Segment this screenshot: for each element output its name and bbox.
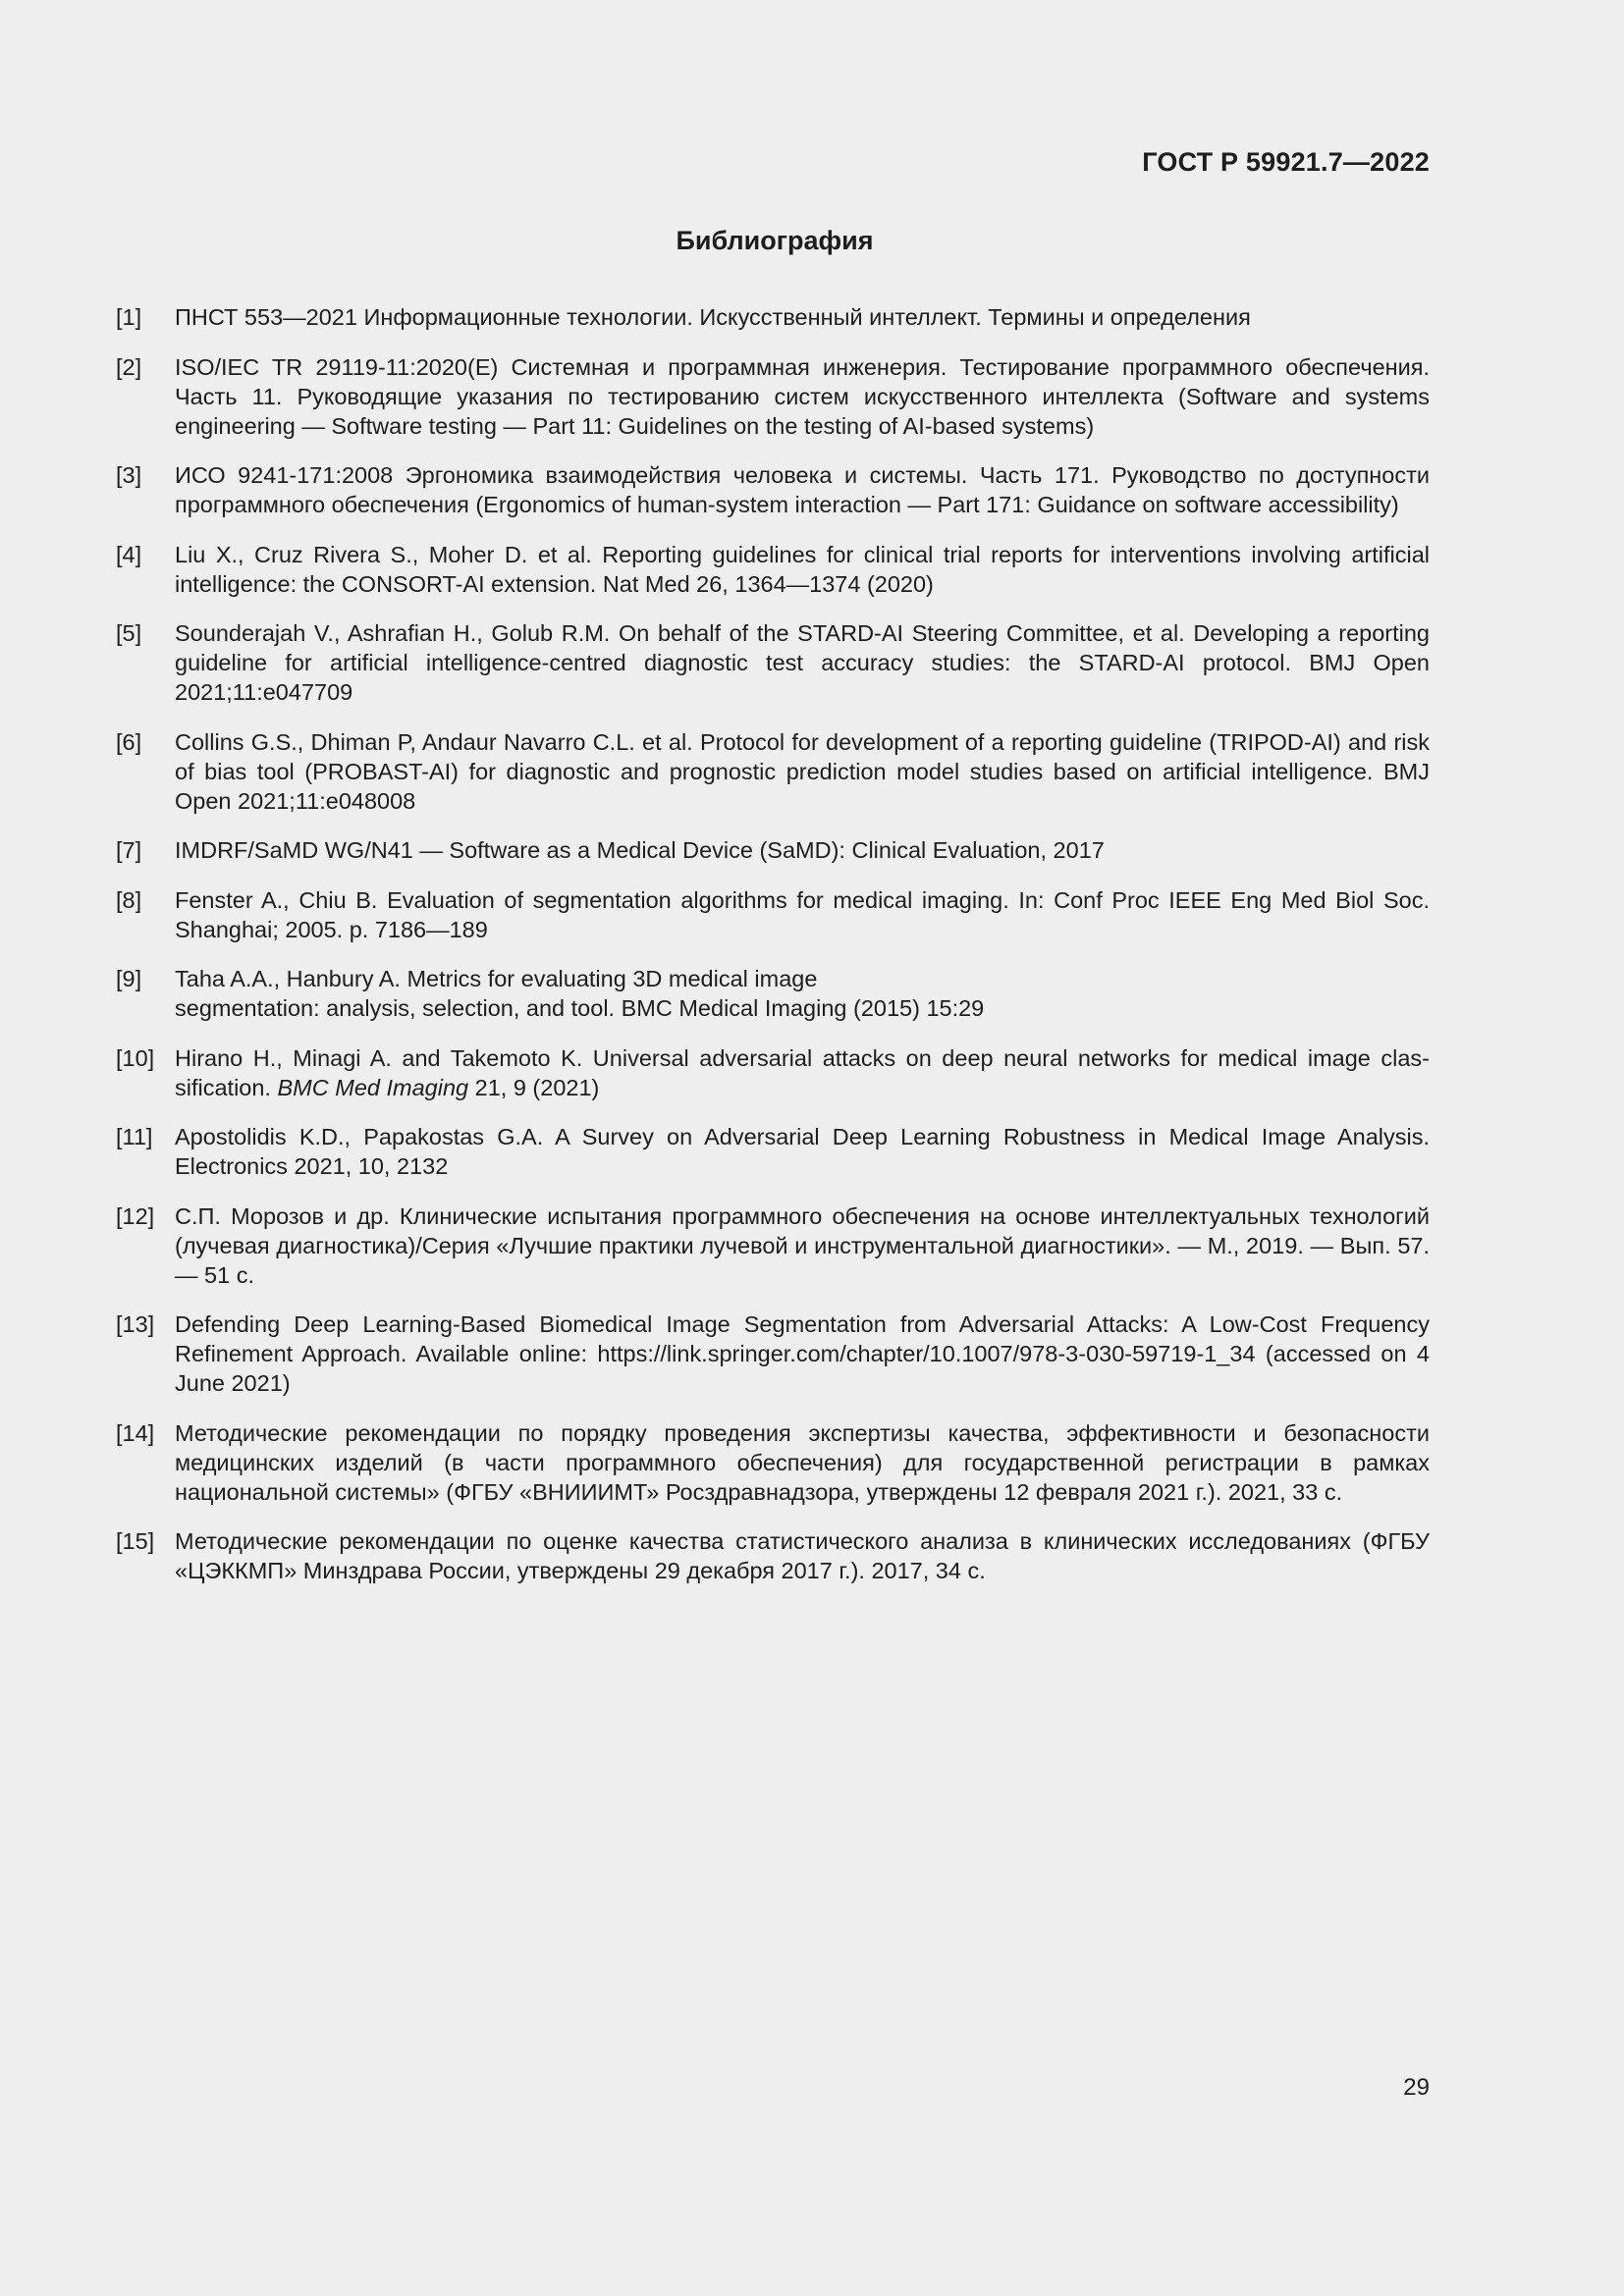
reference-number: [12] (116, 1202, 155, 1229)
reference-number: [9] (116, 966, 142, 991)
reference-number: [4] (116, 541, 142, 567)
bibliography-item (116, 540, 1430, 599)
reference-text: Liu X., Cruz Rivera S., Moher D. et al. Reporting guidelines for clinical trial reports for interventions involving artificial intelligence: the CONSORT-AI extension. Nat Med 26, 1364—1374 (2020) (175, 541, 1430, 597)
reference-number: [10] (116, 1044, 155, 1071)
section-title: Библиография (676, 226, 874, 255)
reference-text (175, 964, 1430, 1023)
reference-text-part: Hirano H., Minagi A. and Takemoto K. Universal adversarial attacks on deep neural networks for medical image classification. (175, 1044, 1430, 1100)
reference-text: Sounderajah V., Ashrafian H., Golub R.M. On behalf of the STARD-AI Steering Committee, et al. Developing a reporting guideline for artificial intelligence-centred diagnostic test accuracy studies: the STARD-AI protocol. BMJ Open 2021;11:e047709 (175, 620, 1430, 705)
reference-text-line: Taha A.A., Hanbury A. Metrics for evaluating 3D medical image (175, 966, 818, 991)
bibliography-item (116, 460, 1430, 519)
reference-text: ISO/IEC TR 29119-11:2020(E) Системная и программная инженерия. Тестирование программного обеспечения. Часть 11. Руководящие указания по тестированию систем искусственного интеллекта (Software and systems engineering — Software testing — Part 11: Guidelines on the testing of AI-based systems) (175, 353, 1430, 439)
reference-number: [3] (116, 462, 142, 488)
bibliography-item (116, 302, 1430, 332)
reference-text: Fenster A., Chiu B. Evaluation of segmentation algorithms for medical imaging. In: Conf Proc IEEE Eng Med Biol Soc. Shanghai; 2005. p. 7186—189 (175, 886, 1430, 942)
reference-number: [11] (116, 1124, 153, 1149)
reference-number: [14] (116, 1419, 155, 1446)
reference-number: [2] (116, 353, 142, 380)
reference-number: [13] (116, 1311, 155, 1337)
reference-text: С.П. Морозов и др. Клинические испытания программного обеспечения на основе интеллектуальных технологий (лучевая диагностика)/Серия «Лучшие практики лучевой и инструментальной диагностики». — М., 2019. — Вып. 57. — 51 с. (175, 1202, 1430, 1288)
journal-title: BMC Med Imaging (277, 1074, 469, 1100)
bibliography-item (116, 1043, 1430, 1102)
bibliography-list (116, 302, 1430, 1606)
bibliography-item (116, 1122, 1430, 1181)
reference-text: Apostolidis K.D., Papakostas G.A. A Survey on Adversarial Deep Learning Robustness in Medical Image Analysis. Electronics 2021, 10, 2132 (175, 1124, 1430, 1179)
reference-text: Методические рекомендации по порядку проведения экспертизы качества, эффективности и безопасности медицинских изделий (в части программного обеспечения) для государственной регистрации в рамках национальной системы» (ФГБУ «ВНИИИМТ» Росздравнадзора, утверждены 12 февраля 2021 г.). 2021, 33 с. (175, 1419, 1430, 1505)
bibliography-item (116, 618, 1430, 707)
bibliography-item (116, 1201, 1430, 1290)
reference-text: IMDRF/SaMD WG/N41 — Software as a Medical Device (SaMD): Clinical Evaluation, 2017 (175, 837, 1105, 863)
reference-number: [6] (116, 728, 142, 755)
bibliography-item (116, 964, 1430, 1023)
reference-text-part: 21, 9 (2021) (468, 1074, 600, 1100)
bibliography-item (116, 727, 1430, 816)
reference-number: [7] (116, 837, 142, 863)
bibliography-item (116, 352, 1430, 441)
reference-text: Collins G.S., Dhiman P, Andaur Navarro C.L. et al. Protocol for development of a reporting guideline (TRIPOD-AI) and risk of bias tool (PROBAST-AI) for diagnostic and prognostic prediction model studies based on artificial intelligence. BMJ Open 2021;11:e048008 (175, 728, 1430, 814)
bibliography-item (116, 1418, 1430, 1507)
bibliography-item (116, 1526, 1430, 1585)
reference-text (175, 1043, 1430, 1102)
bibliography-item (116, 1309, 1430, 1398)
bibliography-item (116, 835, 1430, 865)
reference-number: [5] (116, 620, 142, 646)
reference-text: Методические рекомендации по оценке качества статистического анализа в клинических исследованиях (ФГБУ «ЦЭККМП» Минздрава России, утверждены 29 декабря 2017 г.). 2017, 34 с. (175, 1528, 1430, 1583)
page-number: 29 (1403, 2074, 1430, 2101)
reference-text-line: segmentation: analysis, selection, and tool. BMC Medical Imaging (2015) 15:29 (175, 995, 985, 1021)
reference-number: [1] (116, 304, 142, 330)
reference-text: ИСО 9241-171:2008 Эргономика взаимодействия человека и системы. Часть 171. Руководство по доступности программного обеспечения (Ergonomics of human-system interaction — Part 171: Guidance on software accessibility) (175, 462, 1430, 517)
reference-text: ПНСТ 553—2021 Информационные технологии. Искусственный интеллект. Термины и определения (175, 304, 1251, 330)
reference-text: Defending Deep Learning-Based Biomedical Image Segmentation from Adversarial Attacks: A Low-Cost Frequency Refinement Approach. Available online: https://link.springer.com/chapter/10.1007/978-3-030-59719-1_34 (accessed on 4 June 2021) (175, 1311, 1430, 1396)
bibliography-item (116, 885, 1430, 944)
reference-number: [8] (116, 886, 142, 913)
standard-designation: ГОСТ Р 59921.7—2022 (1142, 147, 1430, 177)
reference-number: [15] (116, 1528, 155, 1554)
